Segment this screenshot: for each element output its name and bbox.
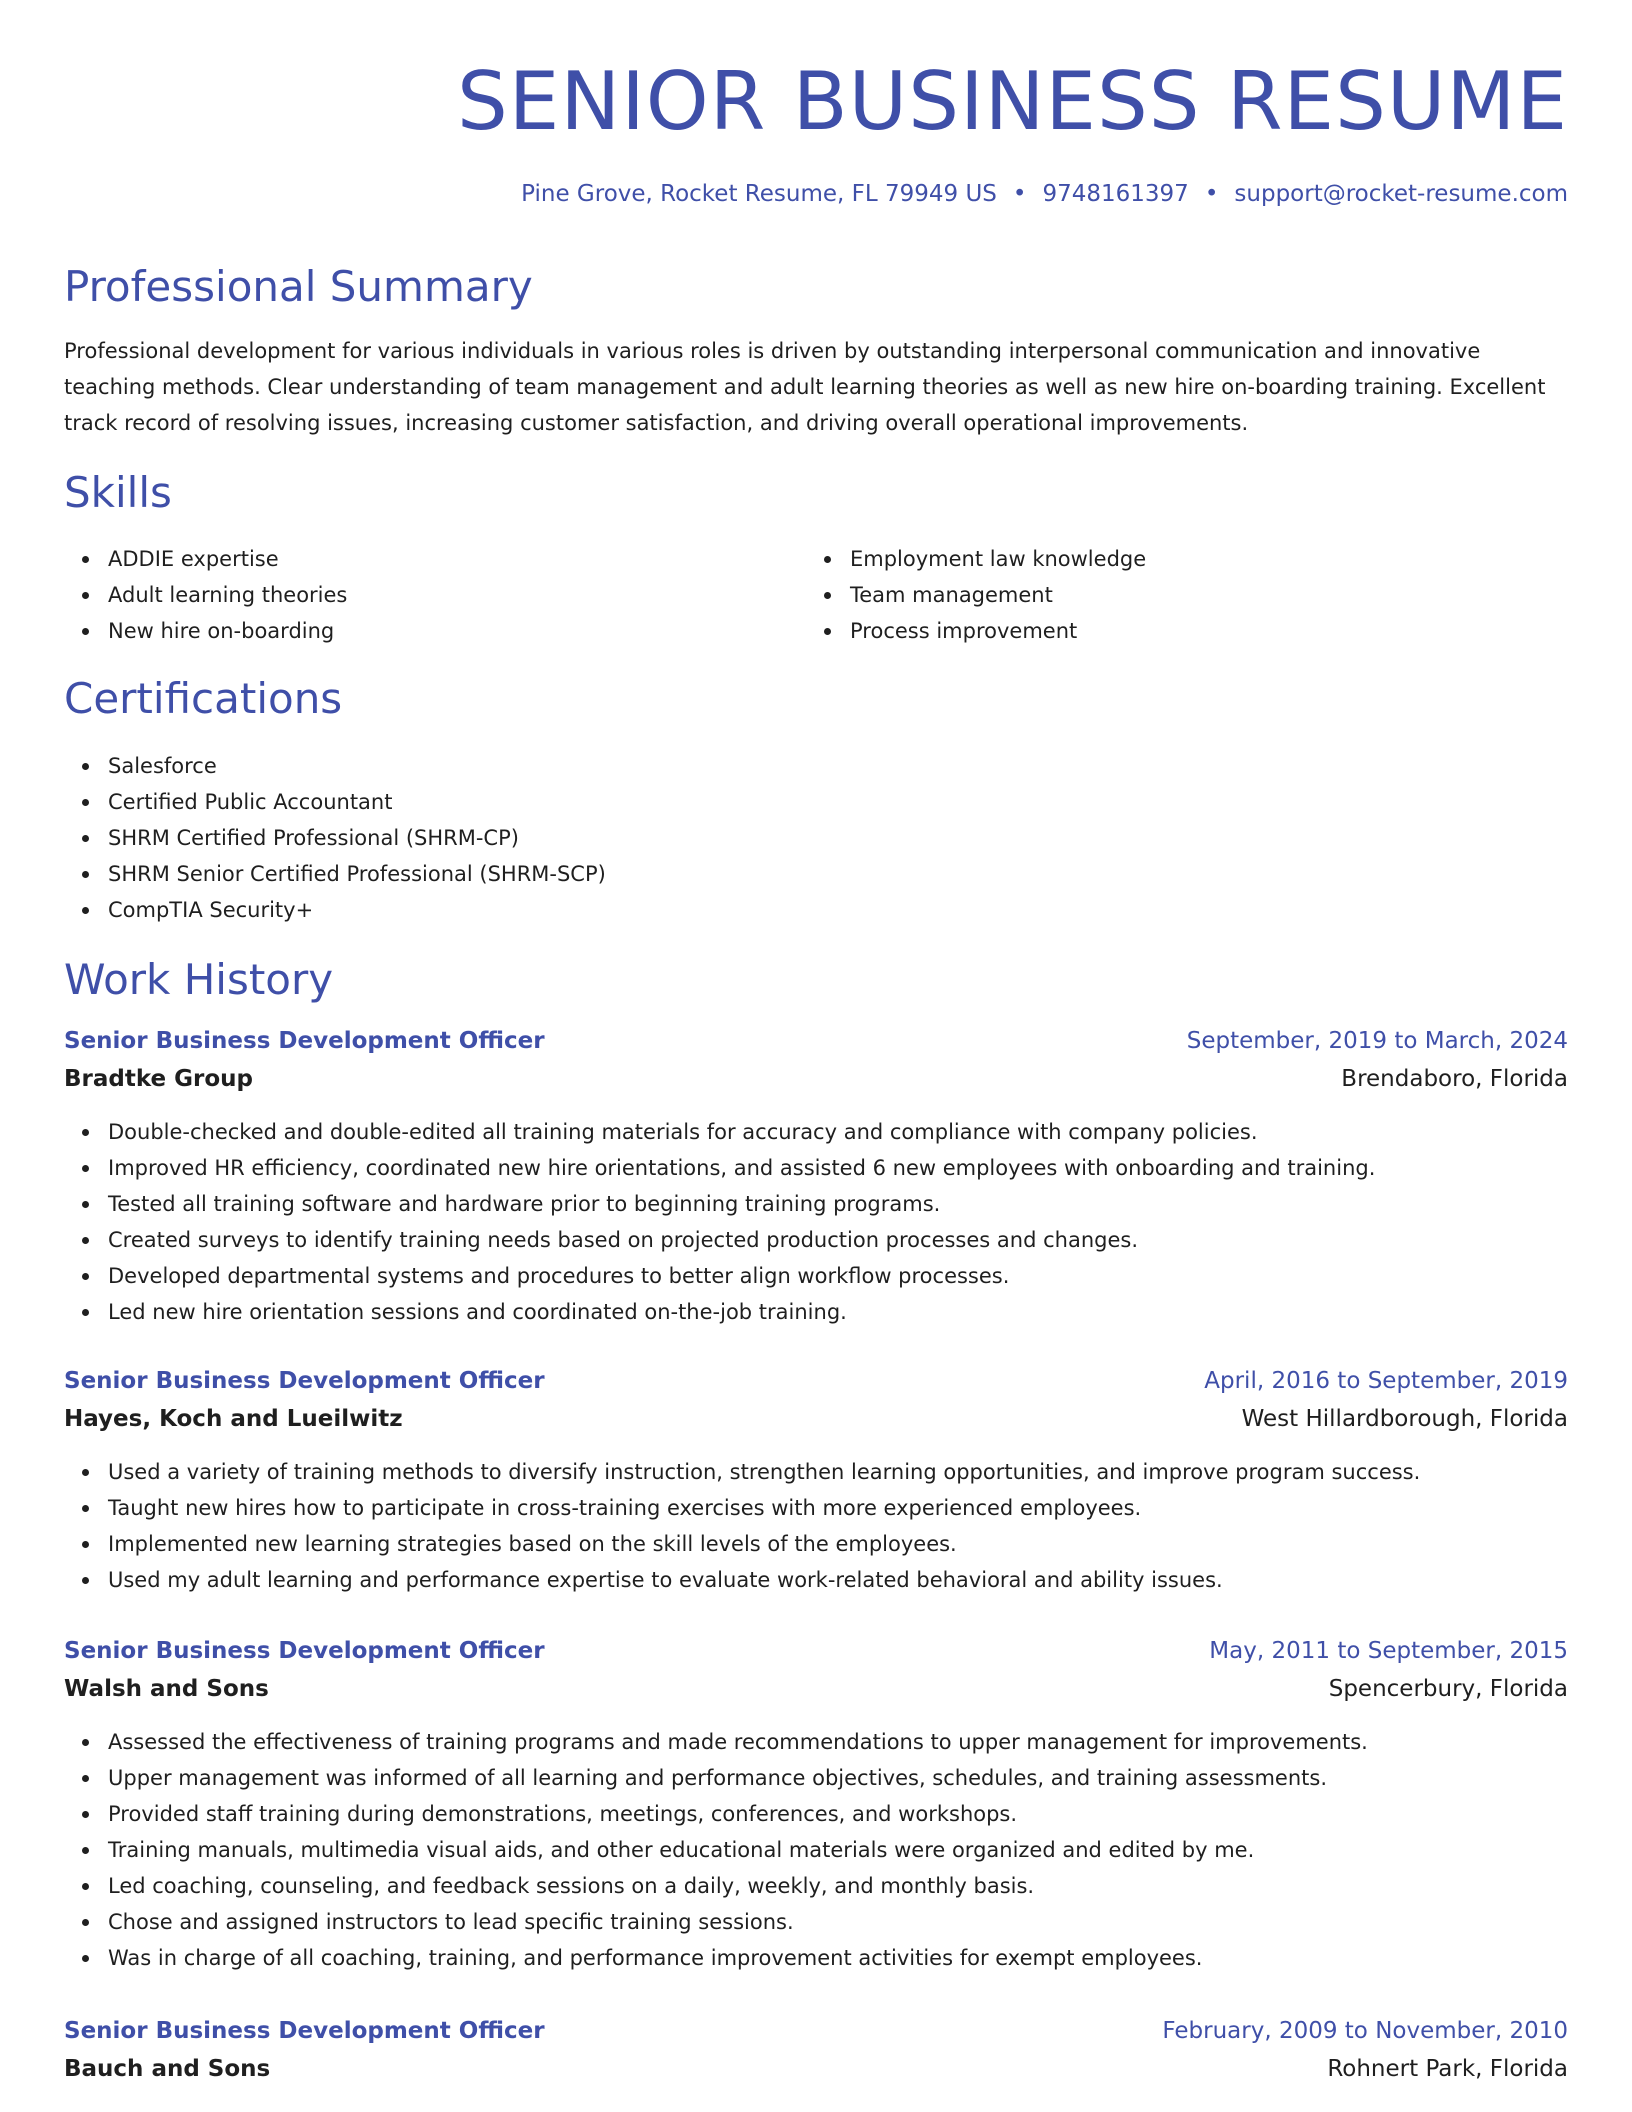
certification-item: Certified Public Accountant (64, 784, 606, 820)
job-duty: Led coaching, counseling, and feedback sessions on a daily, weekly, and monthly basis. (64, 1868, 1568, 1904)
job-dates: September, 2019 to March, 2024 (1186, 1028, 1568, 1054)
job-dates: April, 2016 to September, 2019 (1204, 1368, 1568, 1394)
job-duty: Developed departmental systems and procedures to better align workflow processes. (64, 1258, 1568, 1294)
job-entry (64, 1362, 1568, 1598)
job-company-row (64, 2050, 1568, 2088)
certifications-list (64, 748, 606, 928)
job-entry (64, 1632, 1568, 1976)
certification-item: SHRM Senior Certified Professional (SHRM-SCP) (64, 856, 606, 892)
job-duty: Was in charge of all coaching, training, and performance improvement activities for exempt employees. (64, 1940, 1568, 1976)
summary-text: Professional development for various individuals in various roles is driven by outstanding interpersonal communication and innovative teaching methods. Clear understanding of team management and adult learning theories as well as new hire on-boarding training. Excellent track record of resolving issues, increasing customer satisfaction, and driving overall operational improvements. (64, 339, 1546, 435)
job-entry (64, 2012, 1568, 2088)
skills-list-right (806, 541, 1506, 649)
job-duty: Tested all training software and hardware prior to beginning training programs. (64, 1186, 1568, 1222)
job-duty: Chose and assigned instructors to lead specific training sessions. (64, 1904, 1568, 1940)
resume-title: SENIOR BUSINESS RESUME (457, 55, 1568, 148)
certification-item: CompTIA Security+ (64, 892, 606, 928)
job-company-row (64, 1400, 1568, 1438)
job-title: Senior Business Development Officer (64, 1028, 545, 1054)
job-title: Senior Business Development Officer (64, 1638, 545, 1664)
skills-heading: Skills (64, 468, 172, 517)
job-location: Rohnert Park, Florida (1327, 2056, 1568, 2082)
job-title: Senior Business Development Officer (64, 2018, 545, 2044)
skill-item: Process improvement (806, 613, 1506, 649)
job-location: Spencerbury, Florida (1328, 1676, 1568, 1702)
job-location: Brendaboro, Florida (1341, 1066, 1568, 1092)
job-duty: Double-checked and double-edited all training materials for accuracy and compliance with company policies. (64, 1114, 1568, 1150)
job-duty: Used a variety of training methods to diversify instruction, strengthen learning opportunities, and improve program success. (64, 1454, 1568, 1490)
job-dates: May, 2011 to September, 2015 (1209, 1638, 1568, 1664)
job-duty: Assessed the effectiveness of training programs and made recommendations to upper management for improvements. (64, 1724, 1568, 1760)
job-location: West Hillardborough, Florida (1241, 1406, 1568, 1432)
job-dates: February, 2009 to November, 2010 (1162, 2018, 1568, 2044)
skill-item: Adult learning theories (64, 577, 764, 613)
job-header-row (64, 1022, 1568, 1060)
skill-item: ADDIE expertise (64, 541, 764, 577)
job-duties-list (64, 1724, 1568, 1976)
job-duty: Improved HR efficiency, coordinated new hire orientations, and assisted 6 new employees with onboarding and training. (64, 1150, 1568, 1186)
job-duties-list (64, 1114, 1568, 1330)
job-duty: Led new hire orientation sessions and coordinated on-the-job training. (64, 1294, 1568, 1330)
job-company-row (64, 1060, 1568, 1098)
contact-separator: • (1012, 181, 1027, 207)
contact-line (521, 178, 1568, 210)
skill-item: Team management (806, 577, 1506, 613)
certifications-heading: Certifications (64, 674, 343, 723)
job-duty: Created surveys to identify training needs based on projected production processes and changes. (64, 1222, 1568, 1258)
job-title: Senior Business Development Officer (64, 1368, 545, 1394)
certification-item: SHRM Certified Professional (SHRM-CP) (64, 820, 606, 856)
contact-separator: • (1204, 181, 1219, 207)
job-duty: Implemented new learning strategies based on the skill levels of the employees. (64, 1526, 1568, 1562)
job-duty: Training manuals, multimedia visual aids, and other educational materials were organized and edited by me. (64, 1832, 1568, 1868)
job-company-row (64, 1670, 1568, 1708)
job-company: Bradtke Group (64, 1066, 253, 1092)
job-company: Bauch and Sons (64, 2056, 271, 2082)
contact-email[interactable]: support@rocket-resume.com (1234, 181, 1568, 207)
job-duty: Provided staff training during demonstrations, meetings, conferences, and workshops. (64, 1796, 1568, 1832)
job-entry (64, 1022, 1568, 1330)
summary-heading: Professional Summary (64, 262, 533, 311)
skill-item: New hire on-boarding (64, 613, 764, 649)
contact-address: Pine Grove, Rocket Resume, FL 79949 US (521, 181, 997, 207)
job-duties-list (64, 1454, 1568, 1598)
certification-item: Salesforce (64, 748, 606, 784)
job-duty: Used my adult learning and performance expertise to evaluate work-related behavioral and ability issues. (64, 1562, 1568, 1598)
job-header-row (64, 2012, 1568, 2050)
skill-item: Employment law knowledge (806, 541, 1506, 577)
job-header-row (64, 1362, 1568, 1400)
job-header-row (64, 1632, 1568, 1670)
work-history-heading: Work History (64, 955, 334, 1004)
contact-phone: 9748161397 (1042, 181, 1189, 207)
skills-list-left (64, 541, 764, 649)
job-company: Walsh and Sons (64, 1676, 269, 1702)
job-duty: Taught new hires how to participate in cross-training exercises with more experienced employees. (64, 1490, 1568, 1526)
job-duty: Upper management was informed of all learning and performance objectives, schedules, and training assessments. (64, 1760, 1568, 1796)
job-company: Hayes, Koch and Lueilwitz (64, 1406, 403, 1432)
